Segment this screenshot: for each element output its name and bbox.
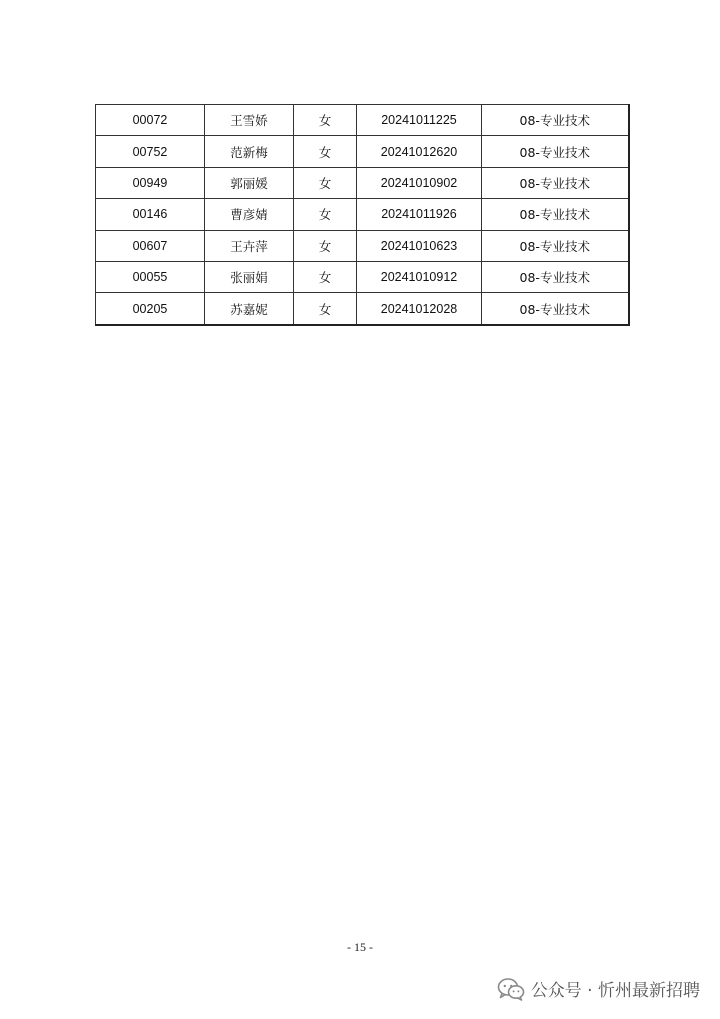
watermark (497, 976, 700, 1001)
table-row (96, 199, 629, 230)
serial-number-cell: 00205 (96, 293, 205, 325)
serial-number-cell: 00146 (96, 199, 205, 230)
post-cell: 08-专业技术 (482, 199, 629, 230)
post-cell: 08-专业技术 (482, 105, 629, 136)
table-row (96, 293, 629, 325)
table-row (96, 230, 629, 261)
serial-number-cell: 00607 (96, 230, 205, 261)
post-cell: 08-专业技术 (482, 261, 629, 292)
ticket-number-cell: 20241010623 (357, 230, 482, 261)
gender-cell: 女 (294, 199, 357, 230)
table-row (96, 136, 629, 167)
page-number: - 15 - (347, 940, 373, 954)
table-row (96, 261, 629, 292)
wechat-icon (497, 977, 525, 1001)
gender-cell: 女 (294, 105, 357, 136)
post-cell: 08-专业技术 (482, 293, 629, 325)
name-cell: 曹彦婧 (205, 199, 294, 230)
gender-cell: 女 (294, 230, 357, 261)
serial-number-cell: 00072 (96, 105, 205, 136)
serial-number-cell: 00752 (96, 136, 205, 167)
post-cell: 08-专业技术 (482, 167, 629, 198)
gender-cell: 女 (294, 261, 357, 292)
serial-number-cell: 00949 (96, 167, 205, 198)
ticket-number-cell: 20241010902 (357, 167, 482, 198)
name-cell: 郭丽媛 (205, 167, 294, 198)
gender-cell: 女 (294, 293, 357, 325)
table-row (96, 105, 629, 136)
serial-number-cell: 00055 (96, 261, 205, 292)
post-cell: 08-专业技术 (482, 230, 629, 261)
ticket-number-cell: 20241010912 (357, 261, 482, 292)
name-cell: 王雪娇 (205, 105, 294, 136)
ticket-number-cell: 20241011225 (357, 105, 482, 136)
name-cell: 张丽娟 (205, 261, 294, 292)
name-cell: 范新梅 (205, 136, 294, 167)
gender-cell: 女 (294, 167, 357, 198)
name-cell: 王卉萍 (205, 230, 294, 261)
watermark-text: 公众号 · 忻州最新招聘 (530, 981, 700, 1001)
ticket-number-cell: 20241011926 (357, 199, 482, 230)
gender-cell: 女 (294, 136, 357, 167)
post-cell: 08-专业技术 (482, 136, 629, 167)
ticket-number-cell: 20241012028 (357, 293, 482, 325)
ticket-number-cell: 20241012620 (357, 136, 482, 167)
results-table-body (96, 105, 629, 325)
results-table (95, 104, 630, 326)
table-row (96, 167, 629, 198)
name-cell: 苏嘉妮 (205, 293, 294, 325)
